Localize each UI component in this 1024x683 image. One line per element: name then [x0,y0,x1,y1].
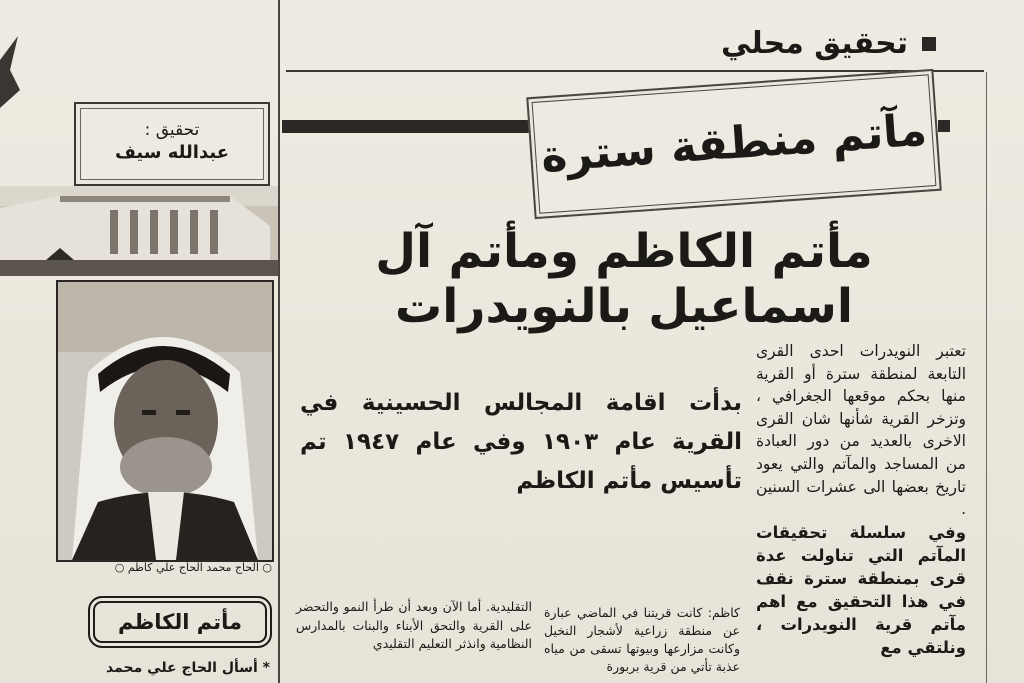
body-column-left: التقليدية. أما الآن وبعد أن طرأ النمو والتحضر على القرية والتحق الأبناء والبنات بالمدارس النظامية وانذثر التعليم التقليدي [296,599,532,651]
byline-author: عبدالله سيف [115,142,229,163]
interview-question: * أسأل الحاج علي محمد [106,660,270,676]
column-divider-right [986,72,987,683]
section-title: تحقيق محلي [720,26,908,61]
body-column-middle: كاظم: كانت قريتنا في الماضي عبارة عن منطقة زراعية لأشجار النخيل وكانت مزارعها وبيوتها تسقى من مياه عذبة تأتي من قرية بربورة [544,605,740,674]
kicker-rule [282,120,532,133]
byline-label: تحقيق : [144,120,200,140]
body-column-right [756,340,966,659]
column-divider [278,0,280,683]
portrait-photo [56,280,274,562]
body-paragraph: وفي سلسلة تحقيقات المآتم التي تناولت عدة قرى بمنطقة سترة نقف في هذا التحقيق مع اهم مآتم قرية النويدرات ، ونلتقي مع [756,522,966,657]
body-paragraph: تعتبر النويدرات احدى القرى التابعة لمنطقة سترة أو القرية منها بحكم موقعها الجغرافي ، وتزخر القرية شأنها شان القرى الاخرى بالعديد من دور العبادة من المساجد والمآتم والتي يعود تاريخ بعضها الى عشرات السنين . [756,342,966,519]
kicker-bullet-icon [938,120,950,132]
kicker-box [526,69,942,219]
portrait-image [58,282,272,560]
subhead-box [88,596,272,648]
article-headline: مأتم الكاظم ومأتم آل اسماعيل بالنويدرات [375,224,873,334]
building-photo [0,186,278,276]
corner-mark [0,30,24,110]
bullet-square-icon [922,37,936,51]
subhead-title: مأتم الكاظم [118,610,242,634]
article-deck: بدأت اقامة المجالس الحسينية في القرية عام ١٩٠٣ وفي عام ١٩٤٧ تم تأسيس مأتم الكاظم [300,390,743,494]
photo-caption: ○ الحاج محمد الحاج علي كاظم ○ [114,561,272,574]
section-header [721,26,936,61]
kicker-text: مآتم منطقة سترة [539,104,929,183]
byline-box [74,102,270,186]
